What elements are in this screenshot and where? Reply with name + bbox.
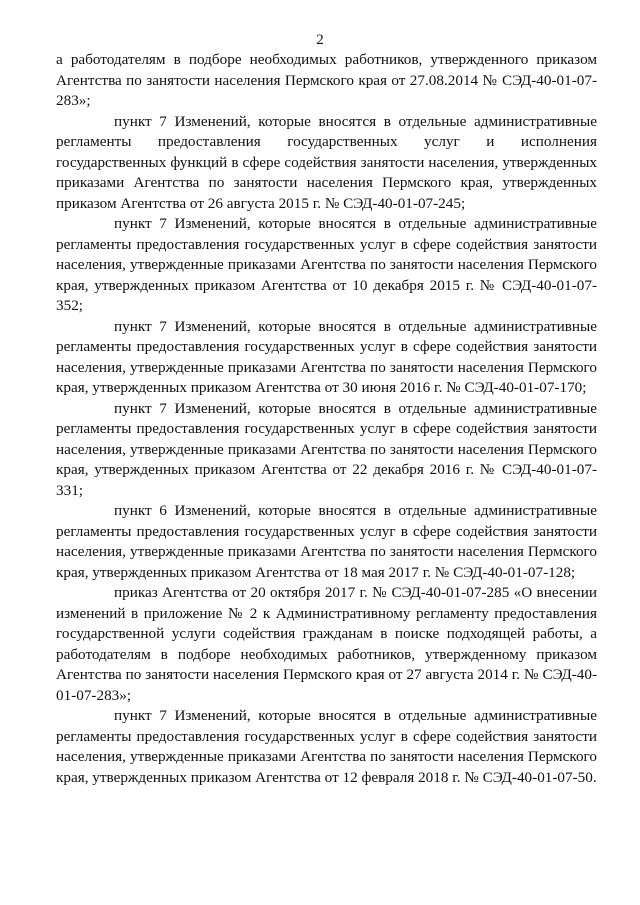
document-body <box>56 50 597 788</box>
paragraph-item: пункт 7 Изменений, которые вносятся в отдельные административные регламенты предоставления государственных услуг в сфере содействия занятости населения, утвержденные приказами Агентства по занятости населения Пермского края, утвержденных приказом Агентства от 30 июня 2016 г. № СЭД-40-01-07-170; <box>56 317 597 396</box>
paragraph-continuation: а работодателям в подборе необходимых работников, утвержденного приказом Агентства по занятости населения Пермского края от 27.08.2014 № СЭД-40-01-07-283»; <box>56 51 597 109</box>
paragraph-item: пункт 7 Изменений, которые вносятся в отдельные административные регламенты предоставления государственных услуг и исполнения государственных функций в сфере содействия занятости населения, утвержденных приказами Агентства по занятости населения Пермского края, утвержденных приказом Агентства от 26 августа 2015 г. № СЭД-40-01-07-245; <box>56 112 597 212</box>
paragraph-item: пункт 7 Изменений, которые вносятся в отдельные административные регламенты предоставления государственных услуг в сфере содействия занятости населения, утвержденные приказами Агентства по занятости населения Пермского края, утвержденных приказом Агентства от 12 февраля 2018 г. № СЭД-40-01-07-50. <box>56 707 597 786</box>
page-number: 2 <box>316 32 324 48</box>
paragraph-item: пункт 7 Изменений, которые вносятся в отдельные административные регламенты предоставления государственных услуг в сфере содействия занятости населения, утвержденные приказами Агентства по занятости населения Пермского края, утвержденных приказом Агентства от 10 декабря 2015 г. № СЭД-40-01-07-352; <box>56 215 597 314</box>
paragraph-item: пункт 7 Изменений, которые вносятся в отдельные административные регламенты предоставления государственных услуг в сфере содействия занятости населения, утвержденные приказами Агентства по занятости населения Пермского края, утвержденных приказом Агентства от 22 декабря 2016 г. № СЭД-40-01-07-331; <box>56 399 597 499</box>
paragraph-item: пункт 6 Изменений, которые вносятся в отдельные административные регламенты предоставления государственных услуг в сфере содействия занятости населения, утвержденные приказами Агентства по занятости населения Пермского края, утвержденных приказом Агентства от 18 мая 2017 г. № СЭД-40-01-07-128; <box>56 502 597 581</box>
paragraph-item: приказ Агентства от 20 октября 2017 г. № СЭД-40-01-07-285 «О внесении изменений в приложение № 2 к Административному регламенту предоставления государственной услуги содействия гражданам в поиске подходящей работы, а работодателям в подборе необходимых работников, утвержденному приказом Агентства по занятости населения Пермского края от 27 августа 2014 г. № СЭД-40-01-07-283»; <box>56 584 597 704</box>
